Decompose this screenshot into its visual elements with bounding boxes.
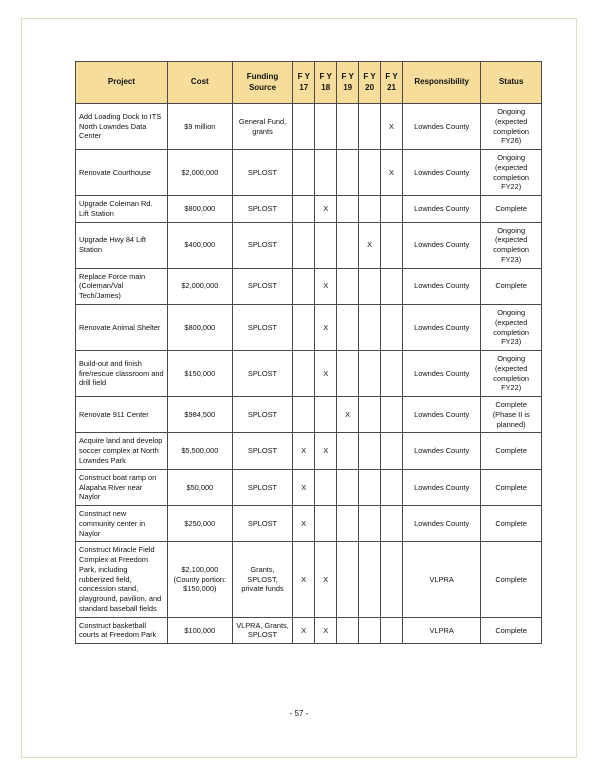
cell-fy17: X <box>293 433 315 469</box>
table-body <box>76 104 542 644</box>
cell-fy17: X <box>293 542 315 617</box>
document-page <box>21 18 577 758</box>
cell-fy19 <box>337 196 359 223</box>
cell-cost: $800,000 <box>167 305 232 351</box>
cell-responsibility: Lowndes County <box>402 104 480 150</box>
cell-project: Add Loading Dock to ITS North Lowndes Data Center <box>76 104 168 150</box>
cell-fy21 <box>381 397 403 433</box>
cell-funding-source: General Fund, grants <box>232 104 293 150</box>
cell-fy17: X <box>293 506 315 542</box>
cell-project: Construct boat ramp on Alapaha River near Naylor <box>76 469 168 505</box>
column-header-status: Status <box>481 62 542 104</box>
cell-cost: $5,500,000 <box>167 433 232 469</box>
table-row <box>76 433 542 469</box>
cell-cost: $2,000,000 <box>167 268 232 304</box>
cell-fy21 <box>381 351 403 397</box>
cell-responsibility: Lowndes County <box>402 433 480 469</box>
cell-cost: $250,000 <box>167 506 232 542</box>
cell-fy19: X <box>337 397 359 433</box>
cell-status: Ongoing (expected completion FY23) <box>481 222 542 268</box>
table-row <box>76 469 542 505</box>
cell-fy18: X <box>315 617 337 644</box>
table-row <box>76 222 542 268</box>
cell-fy20 <box>359 305 381 351</box>
cell-funding-source: SPLOST <box>232 305 293 351</box>
cell-fy19 <box>337 268 359 304</box>
cell-project: Upgrade Coleman Rd. Lift Station <box>76 196 168 223</box>
column-header-fy20: F Y 20 <box>359 62 381 104</box>
cell-project: Renovate 911 Center <box>76 397 168 433</box>
cell-responsibility: VLPRA <box>402 617 480 644</box>
cell-responsibility: Lowndes County <box>402 196 480 223</box>
capital-projects-table <box>75 61 542 644</box>
page-content <box>22 19 576 757</box>
cell-fy20 <box>359 104 381 150</box>
cell-status: Ongoing (expected completion FY22) <box>481 150 542 196</box>
cell-fy20 <box>359 469 381 505</box>
column-header-fy18: F Y 18 <box>315 62 337 104</box>
cell-fy20 <box>359 150 381 196</box>
cell-fy18 <box>315 397 337 433</box>
cell-fy20 <box>359 268 381 304</box>
cell-cost: $400,000 <box>167 222 232 268</box>
cell-funding-source: SPLOST <box>232 469 293 505</box>
cell-project: Renovate Animal Shelter <box>76 305 168 351</box>
table-row <box>76 305 542 351</box>
cell-fy19 <box>337 305 359 351</box>
cell-status: Complete <box>481 469 542 505</box>
table-header <box>76 62 542 104</box>
cell-project: Construct new community center in Naylor <box>76 506 168 542</box>
cell-fy21 <box>381 469 403 505</box>
cell-fy18: X <box>315 196 337 223</box>
cell-status: Complete <box>481 268 542 304</box>
table-row <box>76 351 542 397</box>
cell-fy18 <box>315 150 337 196</box>
cell-fy17: X <box>293 617 315 644</box>
cell-fy21 <box>381 542 403 617</box>
cell-fy20 <box>359 397 381 433</box>
cell-responsibility: Lowndes County <box>402 268 480 304</box>
cell-funding-source: SPLOST <box>232 222 293 268</box>
cell-project: Renovate Courthouse <box>76 150 168 196</box>
column-header-fy17: F Y 17 <box>293 62 315 104</box>
cell-responsibility: Lowndes County <box>402 469 480 505</box>
cell-fy17 <box>293 222 315 268</box>
cell-responsibility: Lowndes County <box>402 397 480 433</box>
cell-fy21 <box>381 506 403 542</box>
cell-fy19 <box>337 351 359 397</box>
cell-fy21 <box>381 617 403 644</box>
cell-fy21 <box>381 305 403 351</box>
cell-cost: $150,000 <box>167 351 232 397</box>
cell-cost: $2,100,000 (County portion: $150,000) <box>167 542 232 617</box>
cell-fy19 <box>337 506 359 542</box>
cell-fy21 <box>381 222 403 268</box>
cell-funding-source: Grants, SPLOST, private funds <box>232 542 293 617</box>
cell-funding-source: SPLOST <box>232 268 293 304</box>
cell-project: Replace Force main (Coleman/Val Tech/James) <box>76 268 168 304</box>
column-header-project: Project <box>76 62 168 104</box>
cell-fy21 <box>381 433 403 469</box>
cell-fy20 <box>359 506 381 542</box>
column-header-cost: Cost <box>167 62 232 104</box>
cell-fy19 <box>337 469 359 505</box>
cell-fy19 <box>337 150 359 196</box>
cell-status: Complete <box>481 542 542 617</box>
cell-fy17 <box>293 104 315 150</box>
cell-fy18 <box>315 506 337 542</box>
cell-fy20 <box>359 617 381 644</box>
cell-responsibility: Lowndes County <box>402 506 480 542</box>
cell-project: Upgrade Hwy 84 Lift Station <box>76 222 168 268</box>
cell-status: Complete <box>481 617 542 644</box>
cell-fy18: X <box>315 305 337 351</box>
cell-fy17 <box>293 268 315 304</box>
cell-status: Complete <box>481 433 542 469</box>
cell-fy19 <box>337 433 359 469</box>
cell-project: Acquire land and develop soccer complex at North Lowndes Park <box>76 433 168 469</box>
cell-funding-source: SPLOST <box>232 433 293 469</box>
cell-fy18 <box>315 469 337 505</box>
cell-status: Complete <box>481 196 542 223</box>
cell-cost: $100,000 <box>167 617 232 644</box>
cell-fy18: X <box>315 268 337 304</box>
cell-fy17: X <box>293 469 315 505</box>
page-number: - 57 - <box>289 709 309 718</box>
cell-fy17 <box>293 196 315 223</box>
cell-fy18 <box>315 222 337 268</box>
table-row <box>76 506 542 542</box>
table-row <box>76 268 542 304</box>
cell-funding-source: VLPRA, Grants, SPLOST <box>232 617 293 644</box>
cell-responsibility: Lowndes County <box>402 351 480 397</box>
cell-funding-source: SPLOST <box>232 196 293 223</box>
header-row <box>76 62 542 104</box>
cell-fy17 <box>293 305 315 351</box>
table-row <box>76 617 542 644</box>
cell-funding-source: SPLOST <box>232 506 293 542</box>
cell-fy21: X <box>381 104 403 150</box>
cell-fy20 <box>359 542 381 617</box>
cell-status: Complete <box>481 506 542 542</box>
cell-fy19 <box>337 617 359 644</box>
cell-responsibility: Lowndes County <box>402 222 480 268</box>
cell-fy20 <box>359 351 381 397</box>
cell-project: Construct basketball courts at Freedom Park <box>76 617 168 644</box>
column-header-responsibility: Responsibility <box>402 62 480 104</box>
table-row <box>76 397 542 433</box>
cell-funding-source: SPLOST <box>232 150 293 196</box>
cell-cost: $50,000 <box>167 469 232 505</box>
cell-fy20: X <box>359 222 381 268</box>
cell-fy19 <box>337 222 359 268</box>
cell-status: Ongoing (expected completion FY23) <box>481 305 542 351</box>
cell-project: Construct Miracle Field Complex at Freedom Park, including rubberized field, concession stand, playground, pavilion, and standard baseball fields <box>76 542 168 617</box>
cell-cost: $2,000,000 <box>167 150 232 196</box>
column-header-funding-source: Funding Source <box>232 62 293 104</box>
cell-fy18: X <box>315 351 337 397</box>
cell-fy21 <box>381 268 403 304</box>
cell-fy19 <box>337 104 359 150</box>
cell-responsibility: VLPRA <box>402 542 480 617</box>
column-header-fy21: F Y 21 <box>381 62 403 104</box>
cell-fy17 <box>293 351 315 397</box>
cell-status: Complete (Phase II is planned) <box>481 397 542 433</box>
cell-fy18: X <box>315 433 337 469</box>
cell-fy18 <box>315 104 337 150</box>
cell-fy21 <box>381 196 403 223</box>
cell-fy18: X <box>315 542 337 617</box>
cell-fy21: X <box>381 150 403 196</box>
table-row <box>76 104 542 150</box>
cell-cost: $984,500 <box>167 397 232 433</box>
cell-fy19 <box>337 542 359 617</box>
cell-fy20 <box>359 433 381 469</box>
cell-status: Ongoing (expected completion FY22) <box>481 351 542 397</box>
cell-funding-source: SPLOST <box>232 397 293 433</box>
column-header-fy19: F Y 19 <box>337 62 359 104</box>
cell-cost: $9 million <box>167 104 232 150</box>
cell-fy20 <box>359 196 381 223</box>
table-row <box>76 196 542 223</box>
cell-funding-source: SPLOST <box>232 351 293 397</box>
cell-project: Build-out and finish fire/rescue classroom and drill field <box>76 351 168 397</box>
cell-fy17 <box>293 397 315 433</box>
table-row <box>76 542 542 617</box>
cell-status: Ongoing (expected completion FY26) <box>481 104 542 150</box>
cell-responsibility: Lowndes County <box>402 150 480 196</box>
table-row <box>76 150 542 196</box>
cell-fy17 <box>293 150 315 196</box>
cell-cost: $800,000 <box>167 196 232 223</box>
cell-responsibility: Lowndes County <box>402 305 480 351</box>
